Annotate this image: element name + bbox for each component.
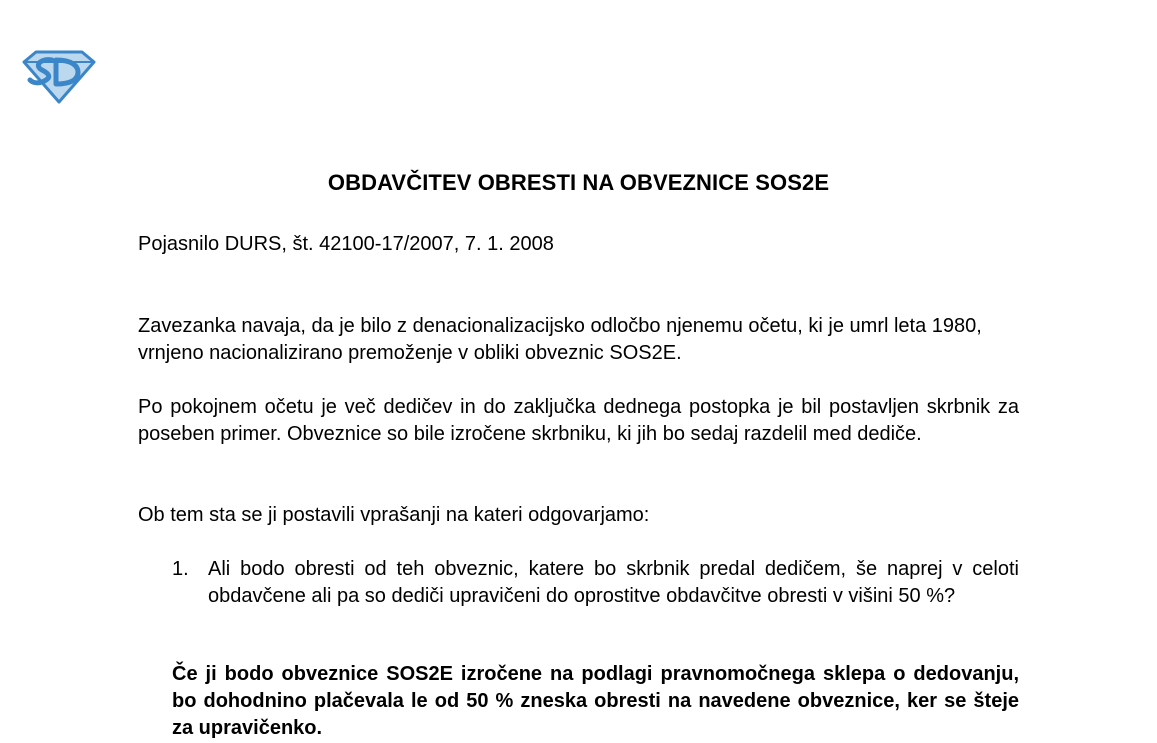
paragraph-3: Ob tem sta se ji postavili vprašanji na kateri odgovarjamo:	[138, 504, 650, 526]
paragraph-2: Po pokojnem očetu je več dedičev in do zaključka dednega postopka je bil postavljen skrbnik za poseben primer. Obveznice so bile izročene skrbniku, ki jih bo sedaj razdelil med dediče.	[138, 396, 1019, 445]
shield-logo-icon	[22, 48, 96, 104]
question-number: 1.	[172, 558, 189, 580]
company-logo	[22, 48, 96, 104]
document-subtitle: Pojasnilo DURS, št. 42100-17/2007, 7. 1. 2008	[138, 233, 554, 255]
document-title: OBDAVČITEV OBRESTI NA OBVEZNICE SOS2E	[327, 170, 830, 195]
answer-text: Če ji bodo obveznice SOS2E izročene na podlagi pravnomočnega sklepa o dedovanju, bo dohodnino plačevala le od 50 % zneska obresti na navedene obveznice, ker se šteje za upravičenko.	[172, 663, 1019, 739]
question-text: Ali bodo obresti od teh obveznic, katere bo skrbnik predal dedičem, še naprej v celoti obdavčene ali pa so dediči upravičeni do oprostitve obdavčitve obresti v višini 50 %?	[208, 558, 1019, 607]
question-item	[172, 556, 1019, 610]
paragraph-1: Zavezanka navaja, da je bilo z denacionalizacijsko odločbo njenemu očetu, ki je umrl leta 1980, vrnjeno nacionalizirano premoženje v obliki obveznic SOS2E.	[138, 315, 982, 364]
